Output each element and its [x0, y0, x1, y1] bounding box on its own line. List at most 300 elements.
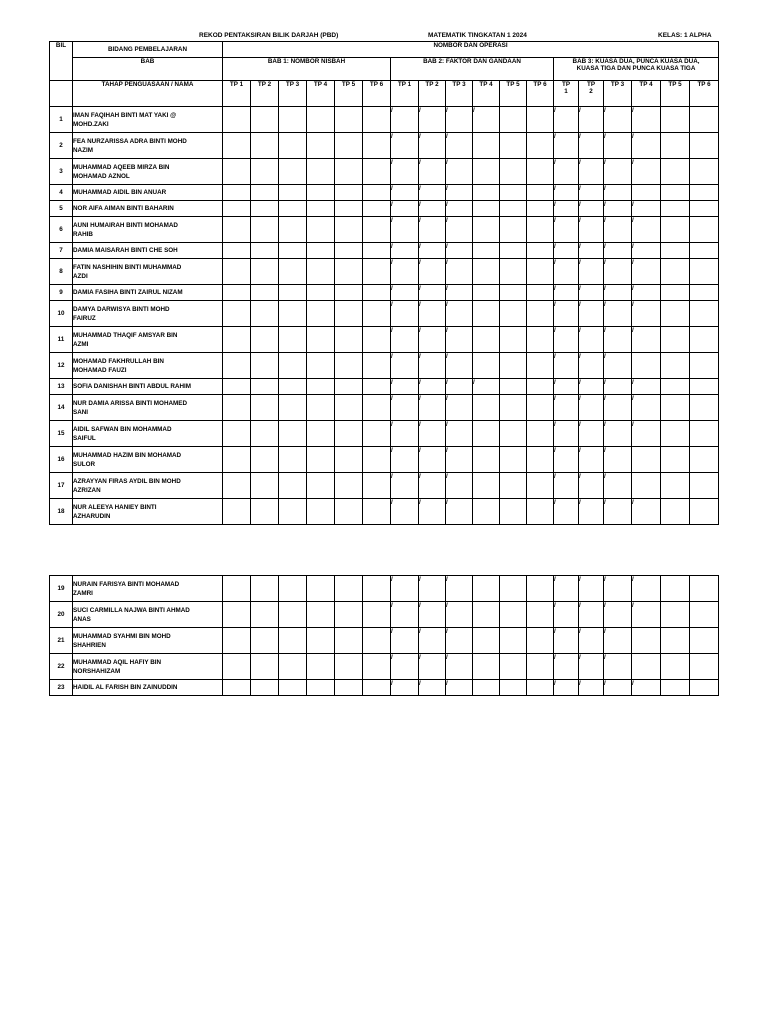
- tick-mark: /: [604, 107, 606, 114]
- bab2-tp1-cell: [391, 447, 419, 473]
- tick-mark: /: [419, 473, 421, 480]
- bab1-tp3-cell: [279, 473, 307, 499]
- tick-mark: /: [604, 654, 606, 661]
- table-row: [50, 327, 719, 353]
- table-row: [50, 285, 719, 301]
- row-number: 16: [50, 447, 73, 473]
- bab3-tp3-cell: [604, 654, 632, 680]
- bab1-tp1-cell: [223, 259, 251, 285]
- bab2-tp3-cell: [446, 243, 473, 259]
- student-name-line: DAMIA MAISARAH BINTI CHE SOH: [73, 247, 178, 254]
- tick-mark: /: [419, 576, 421, 583]
- bab1-tp5-cell: [335, 379, 363, 395]
- bab2-tp3-cell: [446, 301, 473, 327]
- bab3-tp2-cell: [579, 217, 604, 243]
- bab3-tp2-cell: [579, 395, 604, 421]
- tick-mark: /: [446, 201, 448, 208]
- bab2-tp1-cell: [391, 243, 419, 259]
- student-name-line: MOHAMAD AZNOL: [73, 172, 130, 180]
- tick-mark: /: [579, 680, 581, 687]
- bab2-tp3-cell: [446, 654, 473, 680]
- tick-mark: /: [604, 499, 606, 506]
- bab2-tp2-cell: [419, 353, 446, 379]
- bab3-tp3-cell: [604, 576, 632, 602]
- bab2-tp5-cell: [500, 159, 527, 185]
- bab1-tp6-cell: [363, 159, 391, 185]
- bab2-tp4-cell: [473, 133, 500, 159]
- bab1-tp6-cell: [363, 447, 391, 473]
- bab3-tp4-cell: [632, 680, 661, 696]
- bab1-tp2-cell: [251, 421, 279, 447]
- bab3-tp4-cell: [632, 243, 661, 259]
- bab3-tp5-cell: [661, 201, 690, 217]
- bab2-tp6-cell: [527, 602, 554, 628]
- bab1-tp6-cell: [363, 602, 391, 628]
- student-name-line: NOR AIFA AIMAN BINTI BAHARIN: [73, 205, 174, 212]
- tick-mark: /: [554, 327, 556, 334]
- bab2-tp6-cell: [527, 201, 554, 217]
- tick-mark: /: [391, 285, 393, 292]
- tick-mark: /: [419, 133, 421, 140]
- bab3-tp6: TP 6: [690, 81, 719, 107]
- bab1-tp5-cell: [335, 353, 363, 379]
- bab2-tp1-cell: [391, 576, 419, 602]
- tick-mark: /: [579, 301, 581, 308]
- bab2-tp5-cell: [500, 473, 527, 499]
- bab3-tp2-cell: [579, 473, 604, 499]
- tick-mark: /: [554, 395, 556, 402]
- tick-mark: /: [554, 185, 556, 192]
- student-name-line: AZRIZAN: [73, 486, 101, 494]
- bab1-tp1-cell: [223, 133, 251, 159]
- student-name: [73, 473, 223, 499]
- bab2-tp3-cell: [446, 680, 473, 696]
- bab2-tp1-cell: [391, 259, 419, 285]
- row-number: 18: [50, 499, 73, 525]
- bab2-tp4: TP 4: [473, 81, 500, 107]
- bab3-tp6-cell: [690, 680, 719, 696]
- bab3-tp1-cell: [554, 327, 579, 353]
- tick-mark: /: [632, 499, 634, 506]
- bab2-tp2-cell: [419, 395, 446, 421]
- bab3-tp3-cell: [604, 327, 632, 353]
- bab1-tp6-cell: [363, 327, 391, 353]
- bab1-tp2-cell: [251, 301, 279, 327]
- tick-mark: /: [419, 259, 421, 266]
- tick-mark: /: [632, 159, 634, 166]
- bab1-tp3-cell: [279, 159, 307, 185]
- bab2-tp6-cell: [527, 259, 554, 285]
- tick-mark: /: [554, 602, 556, 609]
- tick-mark: /: [446, 217, 448, 224]
- bab2-tp1-cell: [391, 395, 419, 421]
- tick-mark: /: [579, 285, 581, 292]
- bab3-tp2: [579, 81, 604, 107]
- bab3-tp5-cell: [661, 395, 690, 421]
- bab3-tp5-cell: [661, 654, 690, 680]
- student-name: [73, 201, 223, 217]
- bab3-tp2-cell: [579, 185, 604, 201]
- bab3-tp4-cell: [632, 159, 661, 185]
- bab3-tp6-cell: [690, 654, 719, 680]
- bab2-tp5-cell: [500, 185, 527, 201]
- bab3-tp1-line2: 1: [564, 88, 568, 95]
- bab1-tp1-cell: [223, 285, 251, 301]
- student-name-line: MOHD.ZAKI: [73, 120, 109, 128]
- bab3-tp6-cell: [690, 285, 719, 301]
- bab2-tp5-cell: [500, 602, 527, 628]
- tick-mark: /: [419, 421, 421, 428]
- table-row: [50, 628, 719, 654]
- bab2-tp4-cell: [473, 576, 500, 602]
- table-row: [50, 499, 719, 525]
- bab2-tp1-cell: [391, 159, 419, 185]
- bab2-tp1-cell: [391, 107, 419, 133]
- tick-mark: /: [419, 285, 421, 292]
- tick-mark: /: [419, 654, 421, 661]
- tick-mark: /: [391, 473, 393, 480]
- bab2-tp2: TP 2: [419, 81, 446, 107]
- row-number: 12: [50, 353, 73, 379]
- bab2-tp4-cell: [473, 217, 500, 243]
- bab3-tp4-cell: [632, 107, 661, 133]
- tick-mark: /: [446, 473, 448, 480]
- tick-mark: /: [604, 217, 606, 224]
- tick-mark: /: [632, 680, 634, 687]
- tick-mark: /: [391, 353, 393, 360]
- tick-mark: /: [554, 421, 556, 428]
- bab3-tp1-cell: [554, 107, 579, 133]
- bab1-tp4-cell: [307, 473, 335, 499]
- bab2-tp4-cell: [473, 602, 500, 628]
- student-name-line: AIDIL SAFWAN BIN MOHAMMAD: [73, 425, 172, 433]
- bab3-tp1-cell: [554, 473, 579, 499]
- tick-mark: /: [446, 576, 448, 583]
- bab2-tp2-cell: [419, 602, 446, 628]
- student-name: [73, 133, 223, 159]
- student-name-line: SUCI CARMILLA NAJWA BINTI AHMAD: [73, 606, 190, 614]
- tick-mark: /: [604, 379, 606, 386]
- bab1-tp2-cell: [251, 654, 279, 680]
- tick-mark: /: [391, 680, 393, 687]
- tick-mark: /: [446, 602, 448, 609]
- bab1-tp6-cell: [363, 473, 391, 499]
- bab2-tp2-cell: [419, 185, 446, 201]
- bab2-tp1-cell: [391, 602, 419, 628]
- bab1-tp5-cell: [335, 301, 363, 327]
- tick-mark: /: [446, 185, 448, 192]
- class-label: KELAS: 1 ALPHA: [658, 32, 712, 39]
- bab1-tp4-cell: [307, 499, 335, 525]
- bab2-tp1-cell: [391, 301, 419, 327]
- bab3-tp6-cell: [690, 107, 719, 133]
- table-row: [50, 602, 719, 628]
- tick-mark: /: [604, 185, 606, 192]
- student-name-line: ZAMRI: [73, 589, 93, 597]
- student-name-line: FATIN NASHIHIN BINTI MUHAMMAD: [73, 263, 182, 271]
- bab1-tp3-cell: [279, 259, 307, 285]
- tick-mark: /: [579, 201, 581, 208]
- bab3-tp5-cell: [661, 243, 690, 259]
- student-name-line: AZHARUDIN: [73, 512, 111, 520]
- bab1-tp4-cell: [307, 602, 335, 628]
- bab2-tp5-cell: [500, 243, 527, 259]
- student-name-line: NORSHAHIZAM: [73, 667, 121, 675]
- bab3-tp4-cell: [632, 499, 661, 525]
- bab1-tp1-cell: [223, 499, 251, 525]
- student-name: [73, 654, 223, 680]
- bab3-tp6-cell: [690, 447, 719, 473]
- bab2-tp4-cell: [473, 395, 500, 421]
- table-row: [50, 107, 719, 133]
- bab1-tp5-cell: [335, 243, 363, 259]
- bab1-tp2-cell: [251, 447, 279, 473]
- bab3-title-line2: KUASA TIGA DAN PUNCA KUASA TIGA: [576, 65, 696, 72]
- bab3-tp4-cell: [632, 395, 661, 421]
- bab3-tp4-cell: [632, 201, 661, 217]
- bab1-tp4-cell: [307, 353, 335, 379]
- bab1-tp2-cell: [251, 185, 279, 201]
- bab2-tp1-cell: [391, 680, 419, 696]
- bab3-tp6-cell: [690, 602, 719, 628]
- tick-mark: /: [391, 602, 393, 609]
- tick-mark: /: [579, 447, 581, 454]
- bab1-tp1-cell: [223, 301, 251, 327]
- student-name: [73, 395, 223, 421]
- student-name: [73, 285, 223, 301]
- student-name-line: NAZIM: [73, 146, 93, 154]
- table-row: [50, 576, 719, 602]
- bab2-tp6-cell: [527, 473, 554, 499]
- bab3-tp1-cell: [554, 285, 579, 301]
- bab2-tp1-cell: [391, 353, 419, 379]
- tick-mark: /: [632, 259, 634, 266]
- assessment-table-page2: [49, 575, 719, 696]
- bab2-tp1-cell: [391, 201, 419, 217]
- tick-mark: /: [554, 680, 556, 687]
- table-row: [50, 680, 719, 696]
- bab1-tp3-cell: [279, 654, 307, 680]
- bab2-tp3-cell: [446, 259, 473, 285]
- tick-mark: /: [604, 133, 606, 140]
- bab3-tp4-cell: [632, 217, 661, 243]
- bab3-tp1-cell: [554, 395, 579, 421]
- bab3-tp5-cell: [661, 107, 690, 133]
- bab3-tp3-cell: [604, 395, 632, 421]
- bab3-tp1-cell: [554, 301, 579, 327]
- tick-mark: /: [632, 602, 634, 609]
- row-number: 4: [50, 185, 73, 201]
- bab1-tp5-cell: [335, 285, 363, 301]
- tick-mark: /: [604, 243, 606, 250]
- bab3-tp3-cell: [604, 353, 632, 379]
- bab1-tp3-cell: [279, 353, 307, 379]
- tick-mark: /: [446, 259, 448, 266]
- tick-mark: /: [419, 602, 421, 609]
- bab1-tp6-cell: [363, 301, 391, 327]
- bab2-tp5-cell: [500, 133, 527, 159]
- bab1-tp2-cell: [251, 217, 279, 243]
- bab3-tp5-cell: [661, 259, 690, 285]
- bab1-tp2-cell: [251, 327, 279, 353]
- tick-mark: /: [632, 327, 634, 334]
- student-name: [73, 159, 223, 185]
- bab2-tp3-cell: [446, 473, 473, 499]
- bab2-tp2-cell: [419, 327, 446, 353]
- bab3-tp1-cell: [554, 680, 579, 696]
- bidang-value: NOMBOR DAN OPERASI: [223, 42, 719, 58]
- bab1-tp2-cell: [251, 259, 279, 285]
- bab3-tp1-cell: [554, 379, 579, 395]
- bab2-tp5-cell: [500, 680, 527, 696]
- bab3-tp1-cell: [554, 421, 579, 447]
- bab2-tp6-cell: [527, 379, 554, 395]
- tick-mark: /: [579, 628, 581, 635]
- table-row: [50, 654, 719, 680]
- header-row-bidang: [50, 42, 719, 58]
- bab1-tp6-cell: [363, 421, 391, 447]
- bab2-tp2-cell: [419, 243, 446, 259]
- tick-mark: /: [391, 576, 393, 583]
- student-name-line: FAIRUZ: [73, 314, 96, 322]
- bab1-tp4: TP 4: [307, 81, 335, 107]
- bab1-tp3-cell: [279, 499, 307, 525]
- tick-mark: /: [391, 379, 393, 386]
- row-number: 5: [50, 201, 73, 217]
- tick-mark: /: [604, 259, 606, 266]
- bab3-tp3-cell: [604, 133, 632, 159]
- bab1-tp4-cell: [307, 243, 335, 259]
- bab2-tp5-cell: [500, 447, 527, 473]
- bab2-tp2-cell: [419, 301, 446, 327]
- bab2-tp5-cell: [500, 654, 527, 680]
- bab1-tp5-cell: [335, 473, 363, 499]
- bab1-tp2-cell: [251, 628, 279, 654]
- bab1-tp5-cell: [335, 628, 363, 654]
- row-number: 7: [50, 243, 73, 259]
- bab3-tp5-cell: [661, 327, 690, 353]
- bab1-tp1-cell: [223, 327, 251, 353]
- student-name: [73, 576, 223, 602]
- bab3-tp6-cell: [690, 243, 719, 259]
- bab3-tp5-cell: [661, 473, 690, 499]
- bab1-tp4-cell: [307, 327, 335, 353]
- bab1-tp2-cell: [251, 602, 279, 628]
- tick-mark: /: [554, 447, 556, 454]
- tick-mark: /: [419, 107, 421, 114]
- bab2-tp6-cell: [527, 654, 554, 680]
- bab1-tp3-cell: [279, 301, 307, 327]
- bab3-tp3-cell: [604, 602, 632, 628]
- bab2-tp6: TP 6: [527, 81, 554, 107]
- bab2-tp6-cell: [527, 217, 554, 243]
- tick-mark: /: [604, 285, 606, 292]
- bab2-tp4-cell: [473, 159, 500, 185]
- tick-mark: /: [446, 654, 448, 661]
- bab2-tp6-cell: [527, 353, 554, 379]
- bab2-tp1-cell: [391, 379, 419, 395]
- bab1-tp5-cell: [335, 576, 363, 602]
- bab3-tp5-cell: [661, 301, 690, 327]
- bab1-tp6-cell: [363, 379, 391, 395]
- bab2-tp2-cell: [419, 421, 446, 447]
- bab2-tp3-cell: [446, 447, 473, 473]
- tick-mark: /: [391, 327, 393, 334]
- bab3-tp1-line1: TP: [561, 81, 571, 88]
- bab1-tp5-cell: [335, 201, 363, 217]
- row-number: 13: [50, 379, 73, 395]
- bab1-tp4-cell: [307, 395, 335, 421]
- student-name-line: DAMIA FASIHA BINTI ZAIRUL NIZAM: [73, 289, 183, 296]
- student-name-line: SANI: [73, 408, 89, 416]
- row-number: 1: [50, 107, 73, 133]
- bab2-tp4-cell: [473, 499, 500, 525]
- bab1-title: BAB 1: NOMBOR NISBAH: [223, 58, 391, 81]
- tick-mark: /: [419, 159, 421, 166]
- bab1-tp1-cell: [223, 185, 251, 201]
- bidang-label: BIDANG PEMBELAJARAN: [73, 42, 223, 58]
- bab3-tp4-cell: [632, 654, 661, 680]
- header-row-bab: [50, 58, 719, 81]
- bab2-tp6-cell: [527, 395, 554, 421]
- row-number: 21: [50, 628, 73, 654]
- bab3-tp1-cell: [554, 217, 579, 243]
- table-row: [50, 217, 719, 243]
- bab2-tp3-cell: [446, 602, 473, 628]
- bab1-tp1-cell: [223, 680, 251, 696]
- tick-mark: /: [446, 447, 448, 454]
- bab3-tp3-cell: [604, 107, 632, 133]
- tick-mark: /: [554, 285, 556, 292]
- tick-mark: /: [391, 259, 393, 266]
- bab3-tp5-cell: [661, 285, 690, 301]
- tick-mark: /: [446, 628, 448, 635]
- student-name-line: SHAHRIEN: [73, 641, 106, 649]
- tick-mark: /: [554, 301, 556, 308]
- tick-mark: /: [446, 499, 448, 506]
- bab2-tp5-cell: [500, 576, 527, 602]
- bab1-tp2-cell: [251, 159, 279, 185]
- row-number: 8: [50, 259, 73, 285]
- tick-mark: /: [604, 201, 606, 208]
- bab1-tp3-cell: [279, 327, 307, 353]
- bab2-tp1-cell: [391, 628, 419, 654]
- bab1-tp6-cell: [363, 285, 391, 301]
- student-name-line: NURAIN FARISYA BINTI MOHAMAD: [73, 580, 180, 588]
- bab1-tp4-cell: [307, 654, 335, 680]
- bab3-tp3-cell: [604, 301, 632, 327]
- bab2-tp4-cell: [473, 301, 500, 327]
- bab1-tp4-cell: [307, 133, 335, 159]
- bab2-tp2-cell: [419, 473, 446, 499]
- bab1-tp4-cell: [307, 159, 335, 185]
- row-number: 23: [50, 680, 73, 696]
- bab3-tp6-cell: [690, 217, 719, 243]
- bab3-tp1-cell: [554, 243, 579, 259]
- bab1-tp1-cell: [223, 243, 251, 259]
- bab2-tp3-cell: [446, 217, 473, 243]
- bab1-tp1-cell: [223, 654, 251, 680]
- tick-mark: /: [391, 421, 393, 428]
- tick-mark: /: [391, 159, 393, 166]
- bab1-tp6-cell: [363, 395, 391, 421]
- bab2-tp3-cell: [446, 201, 473, 217]
- bab3-tp3-cell: [604, 259, 632, 285]
- bab3-title-line1: BAB 3: KUASA DUA, PUNCA KUASA DUA,: [572, 58, 700, 65]
- tick-mark: /: [419, 395, 421, 402]
- bab1-tp5-cell: [335, 133, 363, 159]
- bab2-tp6-cell: [527, 327, 554, 353]
